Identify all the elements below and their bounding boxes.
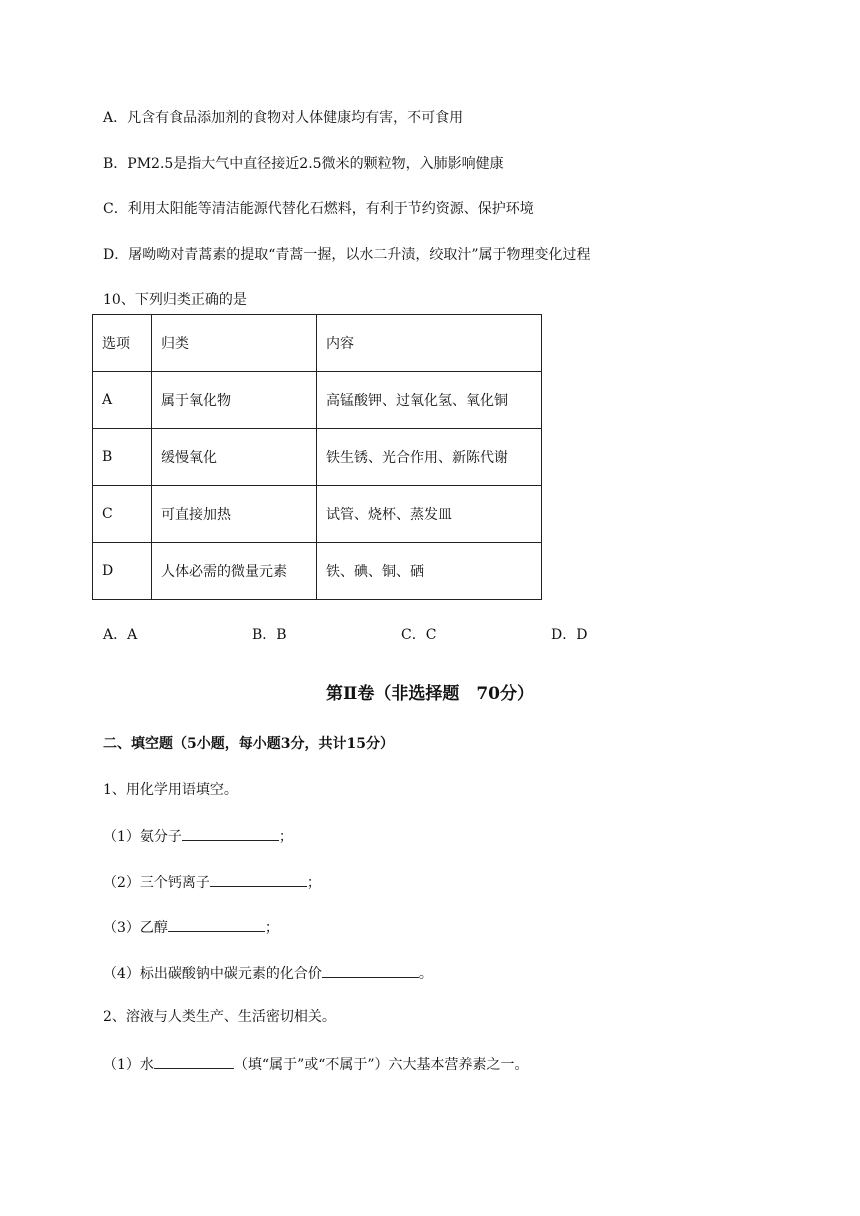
table-header-row (93, 315, 542, 372)
q10-answer-d: D．D (551, 627, 588, 643)
answer-blank[interactable] (322, 962, 419, 978)
answer-blank[interactable] (154, 1053, 234, 1069)
table-cell: 铁生锈、光合作用、新陈代谢 (317, 429, 542, 486)
table-cell: B (93, 429, 152, 486)
table-row (93, 372, 542, 429)
table-cell: 试管、烧杯、蒸发皿 (317, 486, 542, 543)
q1-item-4-suffix: 。 (418, 966, 433, 982)
q10-answer-b: B．B (252, 627, 287, 643)
q1-item-2 (103, 871, 321, 893)
table-cell: 属于氧化物 (152, 372, 317, 429)
classification-table (92, 314, 542, 600)
q10-answer-c: C．C (401, 627, 437, 643)
table-cell: 铁、碘、铜、硒 (317, 543, 542, 600)
q1-item-4-prefix: （4）标出碳酸钠中碳元素的化合价 (103, 966, 322, 982)
section-title: 第Ⅱ卷（非选择题 70分） (326, 684, 534, 704)
table-cell: 高锰酸钾、过氧化氢、氧化铜 (317, 372, 542, 429)
q1-item-3-suffix: ； (264, 920, 279, 936)
q10-answer-a: A．A (103, 627, 138, 643)
answer-blank[interactable] (182, 825, 279, 841)
table-row (93, 543, 542, 600)
q1-item-1-suffix: ； (278, 829, 293, 845)
q1-item-4 (103, 962, 433, 984)
table-row (93, 429, 542, 486)
table-header-cell: 归类 (152, 315, 317, 372)
q9-option-b: B．PM2.5是指大气中直径接近2.5微米的颗粒物，入肺影响健康 (103, 156, 504, 172)
table-cell: A (93, 372, 152, 429)
q2-item-1-prefix: （1）水 (103, 1057, 154, 1073)
q1-stem: 1、用化学用语填空。 (103, 782, 238, 798)
table-cell: 可直接加热 (152, 486, 317, 543)
table-cell: 人体必需的微量元素 (152, 543, 317, 600)
q2-item-1 (103, 1053, 529, 1075)
q1-item-1-prefix: （1）氨分子 (103, 829, 182, 845)
q1-item-3-prefix: （3）乙醇 (103, 920, 168, 936)
q1-item-2-prefix: （2）三个钙离子 (103, 875, 210, 891)
q1-item-2-suffix: ； (306, 875, 321, 891)
table-cell: C (93, 486, 152, 543)
part-heading: 二、填空题（5小题，每小题3分，共计15分） (103, 736, 394, 752)
table-header-cell: 选项 (93, 315, 152, 372)
q9-option-a: A．凡含有食品添加剂的食物对人体健康均有害，不可食用 (103, 110, 464, 126)
q1-item-3 (103, 916, 279, 938)
q2-stem: 2、溶液与人类生产、生活密切相关。 (103, 1009, 336, 1025)
q9-option-c: C．利用太阳能等清洁能源代替化石燃料，有利于节约资源、保护环境 (103, 201, 534, 217)
table-cell: 缓慢氧化 (152, 429, 317, 486)
table-row (93, 486, 542, 543)
table-cell: D (93, 543, 152, 600)
table-header-cell: 内容 (317, 315, 542, 372)
q10-stem: 10、下列归类正确的是 (103, 292, 247, 308)
answer-blank[interactable] (168, 916, 265, 932)
q1-item-1 (103, 825, 293, 847)
answer-blank[interactable] (210, 871, 307, 887)
q9-option-d: D．屠呦呦对青蒿素的提取“青蒿一握，以水二升渍，绞取汁”属于物理变化过程 (103, 247, 591, 263)
q2-item-1-suffix: （填“属于”或“不属于”）六大基本营养素之一。 (233, 1057, 529, 1073)
